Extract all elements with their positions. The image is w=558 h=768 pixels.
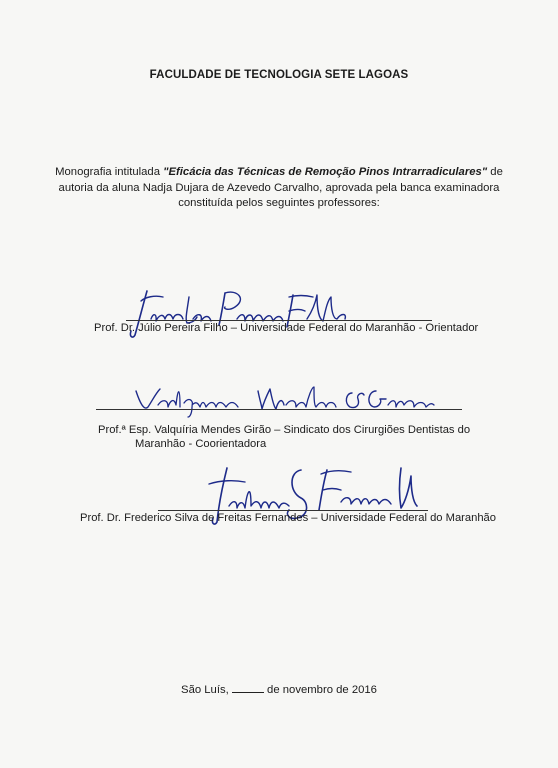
institution-header: FACULDADE DE TECNOLOGIA SETE LAGOAS (149, 69, 409, 81)
signature-line-2 (96, 409, 462, 410)
intro-suffix: de autoria da aluna Nadja Dujara de Azevedo Carvalho, aprovada pela banca examinadora constituída pelos seguintes professores: (58, 166, 503, 209)
monograph-title: "Eficácia das Técnicas de Remoção Pinos Intrarradiculares" (163, 166, 488, 178)
examiner-3-caption: Prof. Dr. Frederico Silva de Freitas Fernandes – Universidade Federal do Maranhão (80, 512, 497, 524)
signature-2 (130, 383, 440, 417)
examiner-2-caption-line1: Prof.ª Esp. Valquíria Mendes Girão – Sindicato dos Cirurgiões Dentistas do (98, 424, 471, 436)
examiner-2-caption-line2: Maranhão - Coorientadora (135, 438, 267, 450)
approval-statement (40, 165, 518, 212)
examiner-1-caption: Prof. Dr. Júlio Pereira Filho – Universidade Federal do Maranhão - Orientador (94, 322, 479, 334)
date-prefix: São Luís, (181, 684, 232, 696)
intro-prefix: Monografia intitulada (55, 166, 164, 178)
date-suffix: de novembro de 2016 (263, 684, 377, 696)
day-blank (232, 682, 264, 693)
signing-date (0, 682, 558, 696)
